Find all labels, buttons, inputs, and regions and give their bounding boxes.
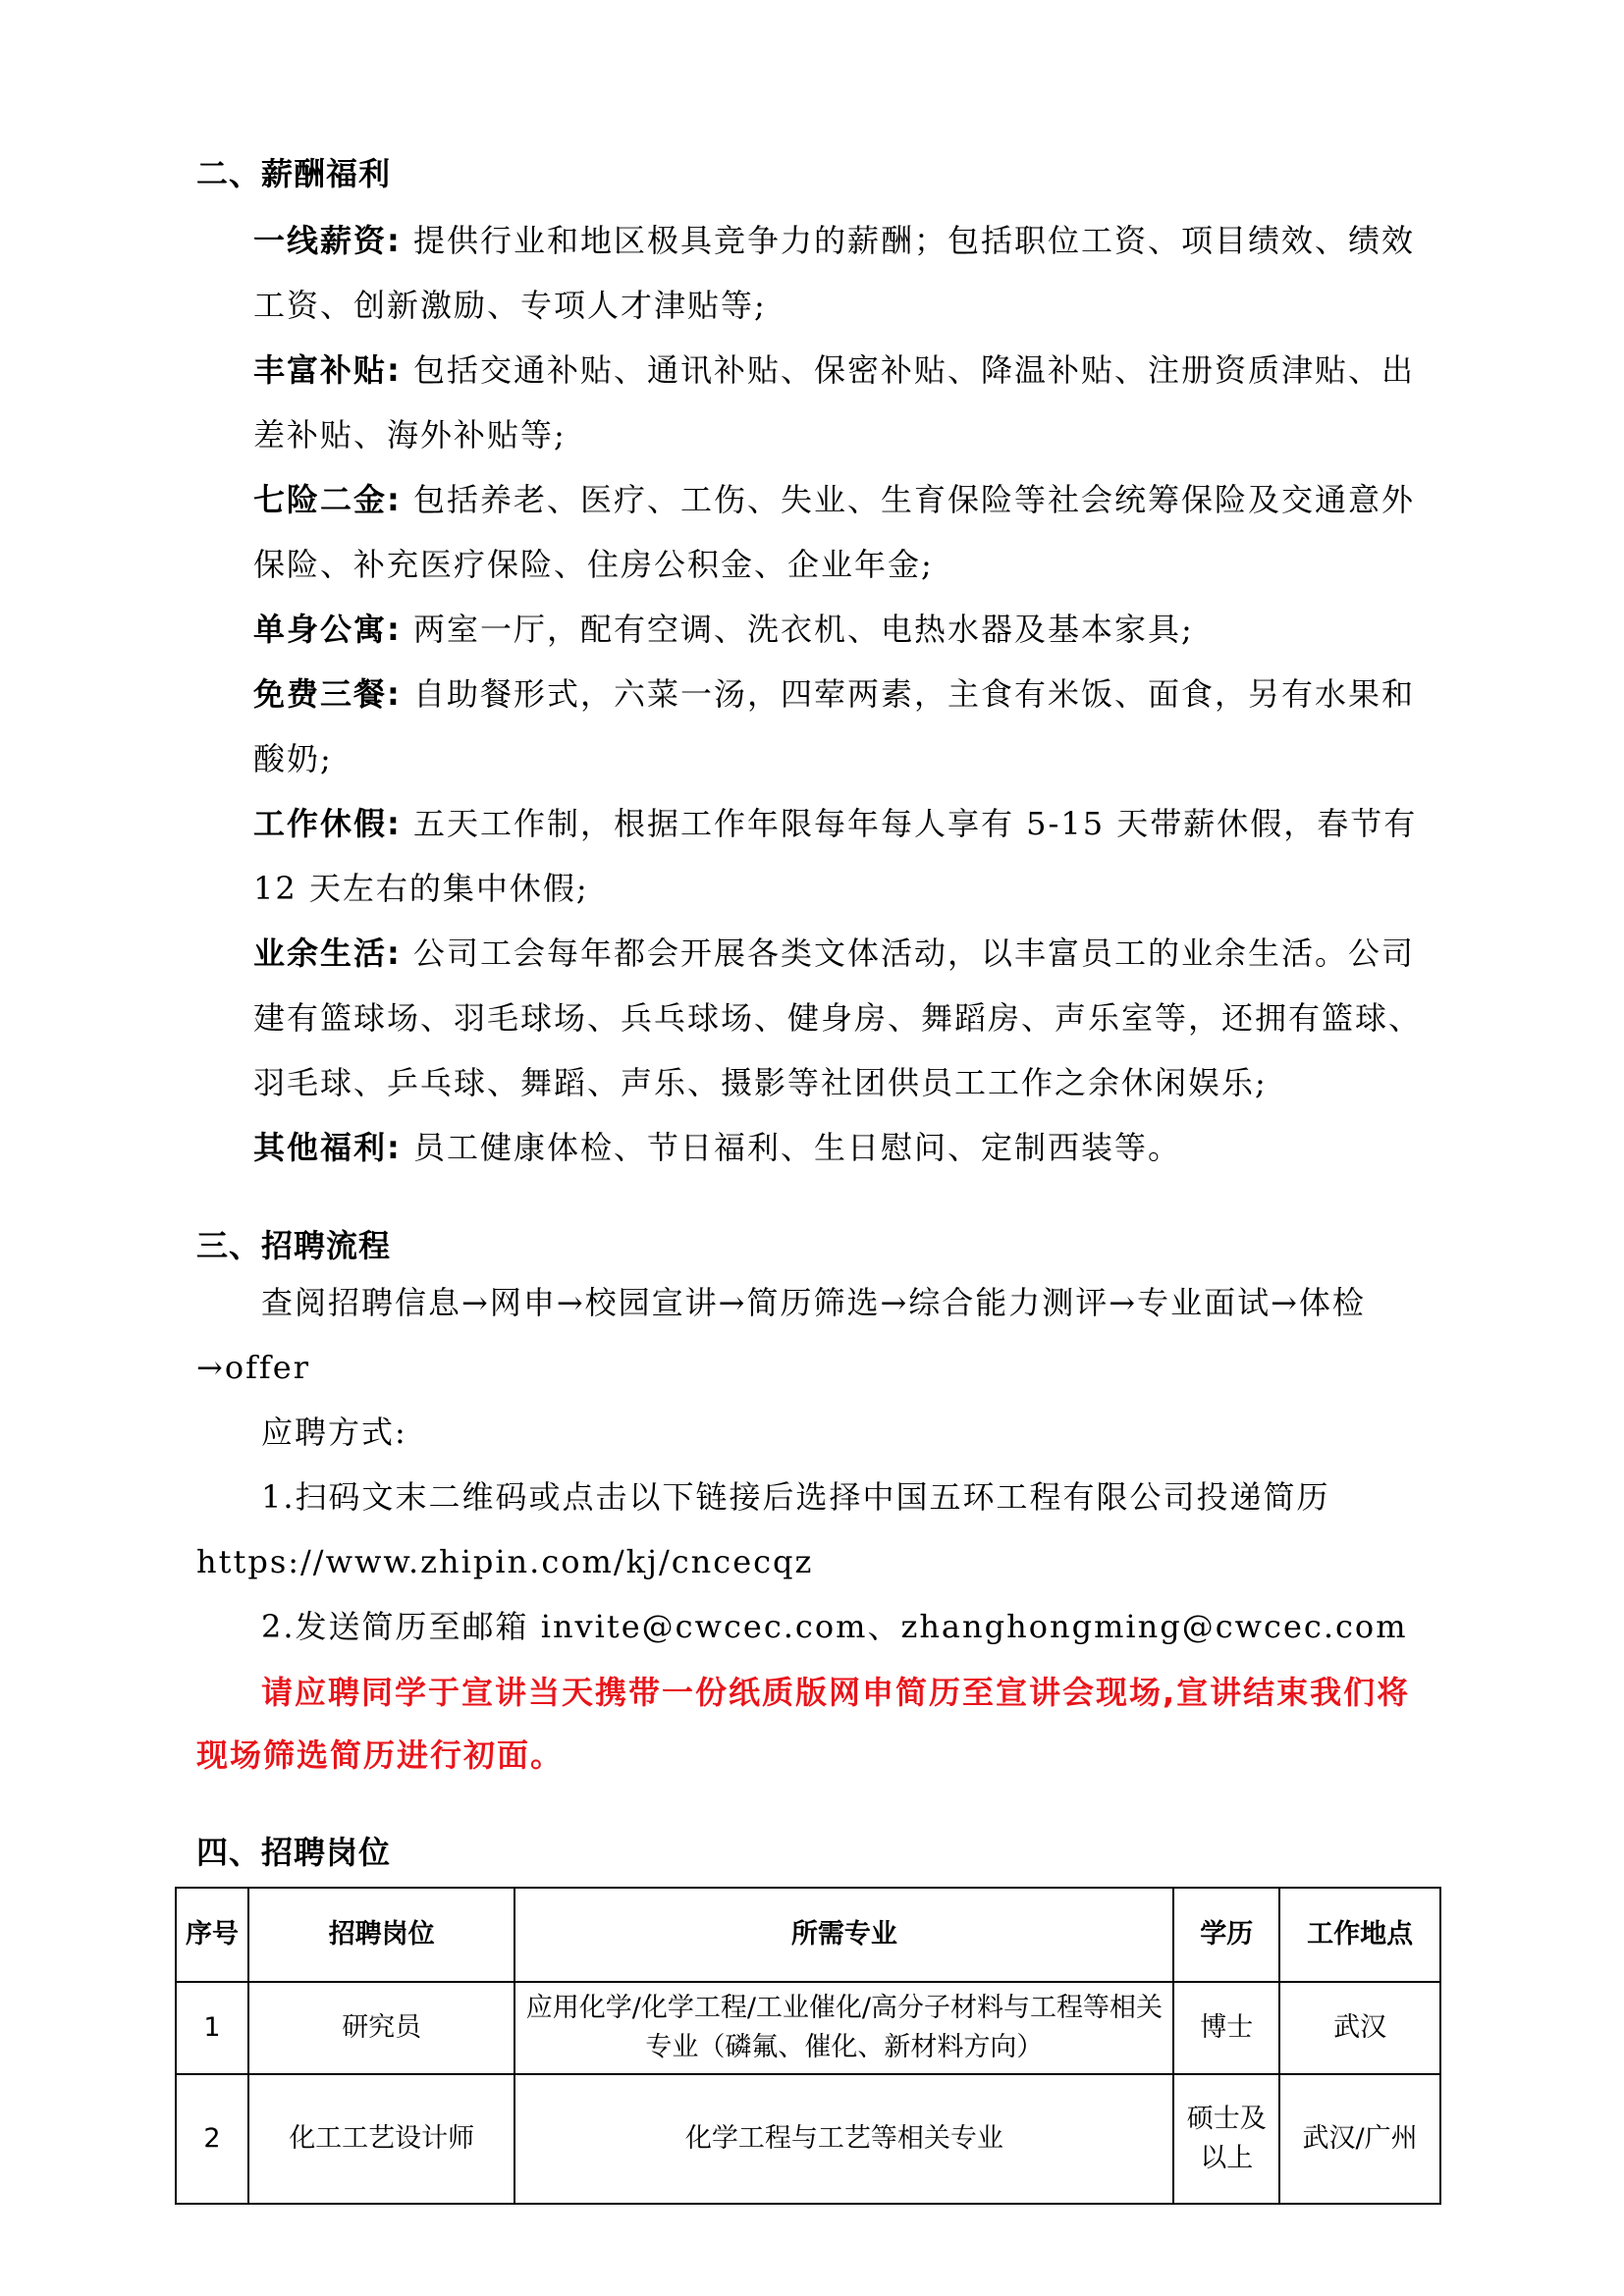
- cell-degree: 硕士及以上: [1173, 2074, 1279, 2204]
- benefit-item: [253, 208, 1441, 338]
- benefit-text: 自助餐形式，六菜一汤，四荤两素，主食有米饭、面食，另有水果和酸奶;: [253, 675, 1415, 777]
- header-index: 序号: [176, 1888, 248, 1982]
- benefit-item: [253, 338, 1441, 467]
- benefit-label: 其他福利:: [253, 1129, 402, 1166]
- benefit-text: 提供行业和地区极具竞争力的薪酬；包括职位工资、项目绩效、绩效工资、创新激励、专项人才津贴等;: [253, 222, 1415, 324]
- cell-location: 武汉: [1279, 1982, 1440, 2074]
- benefit-item: [253, 791, 1441, 921]
- process-flow: 查阅招聘信息→网申→校园宣讲→简历筛选→综合能力测评→专业面试→体检→offer: [196, 1284, 1366, 1386]
- apply-method-label: 应聘方式:: [261, 1414, 407, 1451]
- header-position: 招聘岗位: [248, 1888, 515, 1982]
- cell-position: 化工工艺设计师: [248, 2074, 515, 2204]
- positions-table: [175, 1887, 1441, 2205]
- apply-method-2: 2.发送简历至邮箱 invite@cwcec.com、zhanghongming@cwcec.com: [261, 1608, 1408, 1645]
- cell-major: 化学工程与工艺等相关专业: [514, 2074, 1173, 2204]
- benefit-item: [253, 921, 1441, 1115]
- benefit-text: 包括交通补贴、通讯补贴、保密补贴、降温补贴、注册资质津贴、出差补贴、海外补贴等;: [253, 351, 1415, 454]
- cell-position: 研究员: [248, 1982, 515, 2074]
- benefit-text: 包括养老、医疗、工伤、失业、生育保险等社会统筹保险及交通意外保险、补充医疗保险、住房公积金、企业年金;: [253, 481, 1415, 583]
- benefit-label: 单身公寓:: [253, 611, 402, 648]
- cell-index: 1: [176, 1982, 248, 2074]
- section-title-positions: 四、招聘岗位: [196, 1834, 392, 1871]
- benefit-text: 五天工作制，根据工作年限每年每人享有 5-15 天带薪休假，春节有 12 天左右的集中休假;: [253, 805, 1418, 907]
- benefit-text: 员工健康体检、节日福利、生日慰问、定制西装等。: [412, 1129, 1181, 1166]
- table-row: [176, 1982, 1440, 2074]
- benefit-label: 业余生活:: [253, 934, 402, 972]
- benefit-label: 工作休假:: [253, 805, 402, 842]
- apply-method-1: 1.扫码文末二维码或点击以下链接后选择中国五环工程有限公司投递简历 https://www.zhipin.com/kj/cncecqz: [196, 1478, 1330, 1580]
- cell-major: 应用化学/化学工程/工业催化/高分子材料与工程等相关专业（磷氟、催化、新材料方向）: [514, 1982, 1173, 2074]
- benefit-item: [253, 597, 1441, 662]
- cell-index: 2: [176, 2074, 248, 2204]
- header-major: 所需专业: [514, 1888, 1173, 1982]
- header-location: 工作地点: [1279, 1888, 1440, 1982]
- cell-location: 武汉/广州: [1279, 2074, 1440, 2204]
- section-title-benefits: 二、薪酬福利: [196, 155, 392, 192]
- section-title-process: 三、招聘流程: [196, 1227, 392, 1264]
- benefit-label: 丰富补贴:: [253, 351, 402, 389]
- benefit-text: 公司工会每年都会开展各类文体活动，以丰富员工的业余生活。公司建有篮球场、羽毛球场、兵乓球场、健身房、舞蹈房、声乐室等，还拥有篮球、羽毛球、乒乓球、舞蹈、声乐、摄影等社团供员工工作之余休闲娱乐;: [253, 934, 1423, 1101]
- benefit-text: 两室一厅，配有空调、洗衣机、电热水器及基本家具;: [412, 611, 1194, 648]
- benefit-item: [253, 1115, 1441, 1180]
- table-header-row: [176, 1888, 1440, 1982]
- cell-degree: 博士: [1173, 1982, 1279, 2074]
- benefit-label: 免费三餐:: [253, 675, 402, 713]
- header-degree: 学历: [1173, 1888, 1279, 1982]
- notice-text: 请应聘同学于宣讲当天携带一份纸质版网申简历至宣讲会现场,宣讲结束我们将现场筛选简历进行初面。: [196, 1674, 1411, 1774]
- benefit-label: 一线薪资:: [253, 222, 402, 259]
- benefit-label: 七险二金:: [253, 481, 402, 518]
- benefit-item: [253, 467, 1441, 597]
- table-row: [176, 2074, 1440, 2204]
- benefit-item: [253, 662, 1441, 791]
